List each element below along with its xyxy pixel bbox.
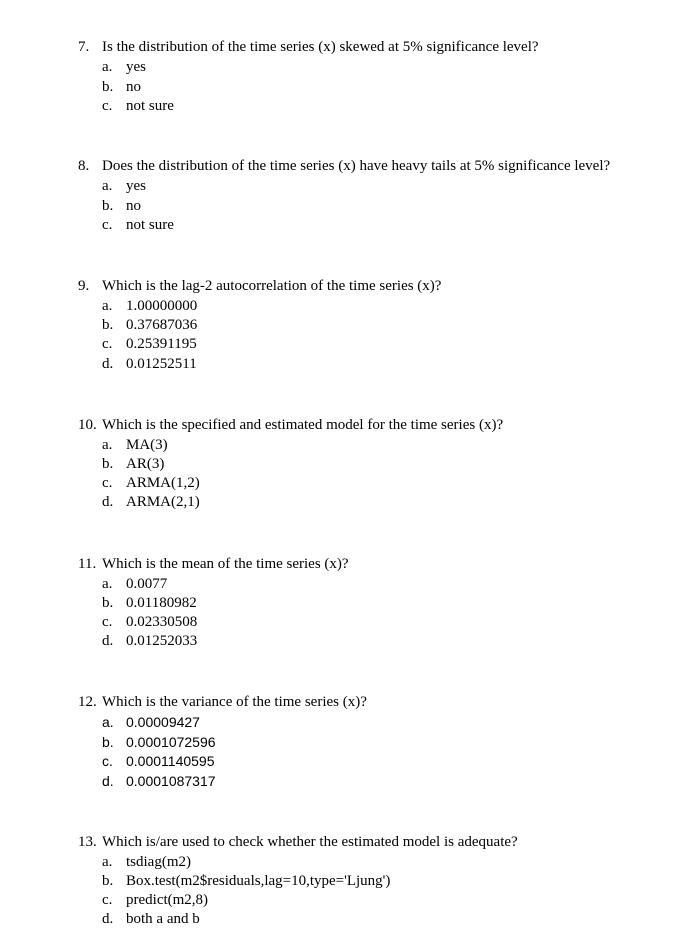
option-text: 0.01252033 bbox=[126, 633, 198, 649]
question-number: 7. bbox=[78, 39, 90, 55]
option-text: yes bbox=[126, 59, 146, 75]
question-number: 10. bbox=[78, 417, 97, 433]
option-text: no bbox=[126, 198, 141, 214]
option-text: tsdiag(m2) bbox=[126, 854, 191, 870]
option-letter: b. bbox=[102, 873, 114, 889]
option-text: 0.01252511 bbox=[126, 356, 197, 372]
question-number: 8. bbox=[78, 158, 90, 174]
option-text: MA(3) bbox=[126, 437, 168, 453]
option-text: Box.test(m2$residuals,lag=10,type='Ljung') bbox=[126, 873, 391, 889]
question-number: 13. bbox=[78, 834, 97, 850]
option-text: ARMA(2,1) bbox=[126, 494, 200, 510]
option-letter: b. bbox=[102, 456, 114, 472]
option-letter: b. bbox=[102, 317, 114, 333]
option-text: ARMA(1,2) bbox=[126, 475, 200, 491]
option-letter: d. bbox=[102, 633, 114, 649]
option-letter: a. bbox=[102, 178, 113, 194]
question-text: Which is the mean of the time series (x)? bbox=[102, 556, 349, 572]
option-text: predict(m2,8) bbox=[126, 892, 209, 908]
option-text: 0.0001072596 bbox=[126, 734, 216, 750]
option-letter: a. bbox=[102, 576, 113, 592]
option-letter: d. bbox=[102, 911, 114, 927]
option-text: 1.00000000 bbox=[126, 298, 198, 314]
option-letter: a. bbox=[102, 854, 113, 870]
question-stem bbox=[78, 416, 503, 434]
option-letter: b. bbox=[102, 595, 114, 611]
option-letter: c. bbox=[102, 217, 113, 233]
option-text: no bbox=[126, 79, 141, 95]
question-number: 12. bbox=[78, 694, 97, 710]
option-letter: c. bbox=[102, 336, 113, 352]
option-letter: b. bbox=[102, 198, 114, 214]
question-text: Is the distribution of the time series (x) skewed at 5% significance level? bbox=[102, 39, 539, 55]
question-stem bbox=[78, 693, 367, 711]
option-letter: c. bbox=[102, 614, 113, 630]
question-text: Which is the lag-2 autocorrelation of the time series (x)? bbox=[102, 278, 442, 294]
option-text: 0.37687036 bbox=[126, 317, 198, 333]
option-letter: c. bbox=[102, 98, 113, 114]
option-text: not sure bbox=[126, 217, 174, 233]
question-stem bbox=[78, 38, 539, 56]
question-stem bbox=[78, 555, 349, 573]
option-text: 0.25391195 bbox=[126, 336, 197, 352]
option-letter: b. bbox=[102, 79, 114, 95]
option-letter: d. bbox=[102, 494, 114, 510]
option-letter: c. bbox=[102, 892, 113, 908]
question-number: 9. bbox=[78, 278, 90, 294]
option-letter: c. bbox=[102, 475, 113, 491]
question-text: Does the distribution of the time series (x) have heavy tails at 5% significance level? bbox=[102, 158, 611, 174]
option-letter: d. bbox=[102, 356, 114, 372]
question-number: 11. bbox=[78, 556, 97, 572]
option-text: AR(3) bbox=[126, 456, 165, 472]
question-stem bbox=[78, 157, 610, 175]
option-text: 0.00009427 bbox=[126, 714, 200, 730]
question-text: Which is/are used to check whether the estimated model is adequate? bbox=[102, 834, 518, 850]
option-letter: a. bbox=[102, 59, 113, 75]
option-letter: a. bbox=[102, 714, 114, 730]
option-letter: a. bbox=[102, 437, 113, 453]
option-letter: b. bbox=[102, 734, 114, 750]
option-letter: d. bbox=[102, 773, 114, 789]
option-text: both a and b bbox=[126, 911, 200, 927]
question-text: Which is the specified and estimated model for the time series (x)? bbox=[102, 417, 504, 433]
option-text: yes bbox=[126, 178, 146, 194]
question-stem bbox=[78, 833, 518, 851]
question-stem bbox=[78, 277, 441, 295]
option-letter: c. bbox=[102, 753, 113, 769]
option-text: 0.0077 bbox=[126, 576, 168, 592]
option-text: 0.01180982 bbox=[126, 595, 197, 611]
option-letter: a. bbox=[102, 298, 113, 314]
question-text: Which is the variance of the time series (x)? bbox=[102, 694, 367, 710]
option-text: not sure bbox=[126, 98, 174, 114]
option-text: 0.0001087317 bbox=[126, 773, 216, 789]
option-text: 0.0001140595 bbox=[126, 753, 215, 769]
option-text: 0.02330508 bbox=[126, 614, 198, 630]
